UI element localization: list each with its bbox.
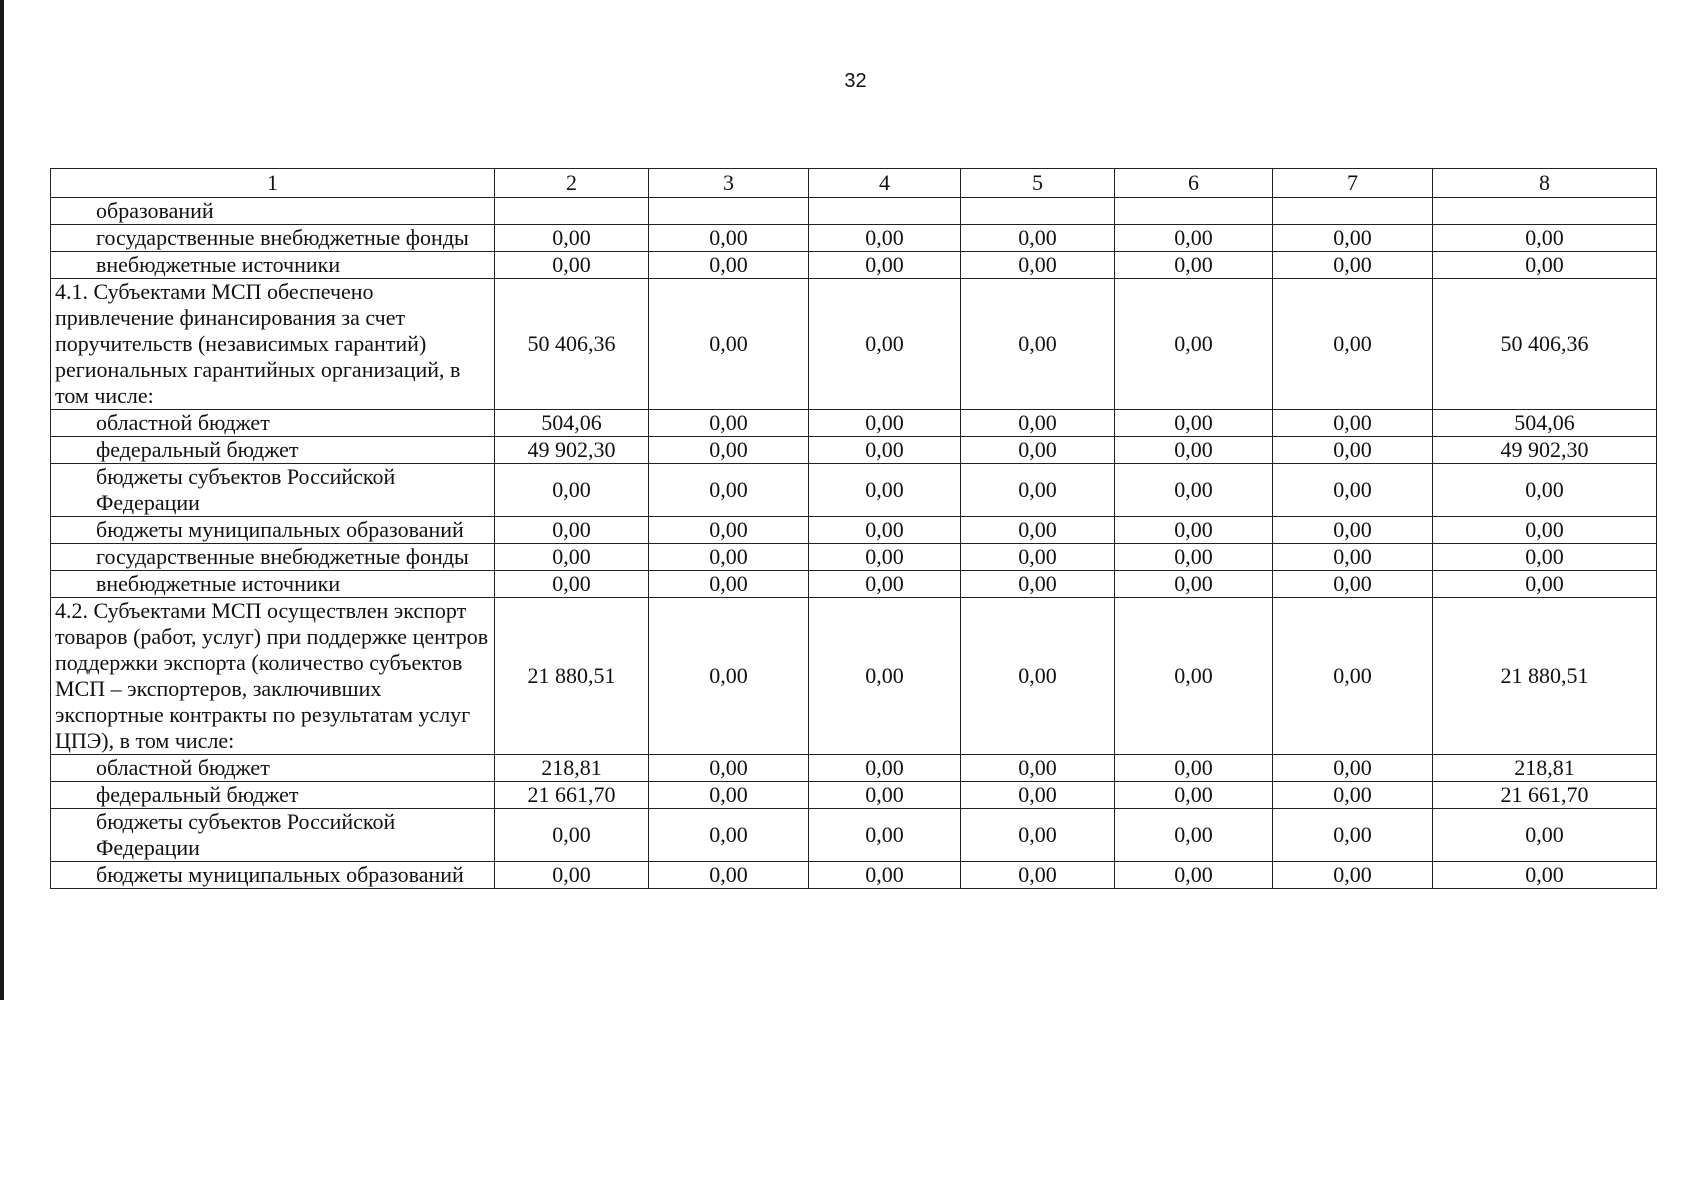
row-label: внебюджетные источники <box>51 571 495 598</box>
value-cell: 0,00 <box>1115 252 1273 279</box>
table-row <box>51 598 1657 755</box>
value-cell: 0,00 <box>1115 598 1273 755</box>
table-row <box>51 517 1657 544</box>
value-cell: 0,00 <box>809 598 961 755</box>
scan-edge-line <box>0 0 4 1000</box>
row-label: государственные внебюджетные фонды <box>51 225 495 252</box>
value-cell: 0,00 <box>1273 279 1433 410</box>
value-cell: 0,00 <box>649 464 809 517</box>
value-cell: 0,00 <box>961 279 1115 410</box>
value-cell: 0,00 <box>961 571 1115 598</box>
value-cell: 0,00 <box>495 544 649 571</box>
value-cell: 49 902,30 <box>1433 437 1657 464</box>
value-cell: 0,00 <box>961 598 1115 755</box>
value-cell: 0,00 <box>809 225 961 252</box>
value-cell: 21 661,70 <box>1433 782 1657 809</box>
value-cell: 0,00 <box>809 437 961 464</box>
row-label: областной бюджет <box>51 755 495 782</box>
value-cell <box>649 198 809 225</box>
value-cell: 0,00 <box>1273 755 1433 782</box>
value-cell: 50 406,36 <box>1433 279 1657 410</box>
value-cell: 0,00 <box>961 252 1115 279</box>
row-label: бюджеты муниципальных образований <box>51 862 495 889</box>
value-cell: 504,06 <box>1433 410 1657 437</box>
table-row <box>51 410 1657 437</box>
value-cell: 0,00 <box>809 782 961 809</box>
row-label: внебюджетные источники <box>51 252 495 279</box>
value-cell: 0,00 <box>495 517 649 544</box>
value-cell: 0,00 <box>961 544 1115 571</box>
value-cell: 0,00 <box>809 517 961 544</box>
value-cell: 0,00 <box>809 862 961 889</box>
value-cell <box>495 198 649 225</box>
value-cell: 0,00 <box>649 437 809 464</box>
value-cell: 0,00 <box>809 809 961 862</box>
row-label: государственные внебюджетные фонды <box>51 544 495 571</box>
value-cell: 0,00 <box>495 571 649 598</box>
table-row <box>51 862 1657 889</box>
value-cell <box>1433 198 1657 225</box>
value-cell: 0,00 <box>1433 809 1657 862</box>
value-cell: 0,00 <box>961 464 1115 517</box>
value-cell: 0,00 <box>1115 464 1273 517</box>
value-cell: 0,00 <box>649 755 809 782</box>
value-cell: 218,81 <box>495 755 649 782</box>
value-cell: 0,00 <box>495 225 649 252</box>
value-cell: 0,00 <box>1433 252 1657 279</box>
value-cell: 0,00 <box>1433 464 1657 517</box>
value-cell <box>809 198 961 225</box>
value-cell: 0,00 <box>1273 544 1433 571</box>
row-label: федеральный бюджет <box>51 437 495 464</box>
value-cell: 0,00 <box>1433 862 1657 889</box>
value-cell: 0,00 <box>1115 755 1273 782</box>
value-cell: 0,00 <box>1273 225 1433 252</box>
table-row <box>51 225 1657 252</box>
table-row <box>51 571 1657 598</box>
budget-table <box>50 168 1657 889</box>
value-cell: 0,00 <box>1115 809 1273 862</box>
value-cell: 0,00 <box>809 410 961 437</box>
value-cell: 0,00 <box>649 782 809 809</box>
value-cell: 0,00 <box>961 782 1115 809</box>
column-header: 7 <box>1273 169 1433 198</box>
value-cell: 0,00 <box>649 862 809 889</box>
value-cell: 0,00 <box>809 464 961 517</box>
table-row <box>51 437 1657 464</box>
value-cell: 0,00 <box>1115 225 1273 252</box>
value-cell: 0,00 <box>1273 437 1433 464</box>
table-row <box>51 755 1657 782</box>
table-row <box>51 198 1657 225</box>
value-cell: 0,00 <box>649 225 809 252</box>
value-cell: 0,00 <box>1273 862 1433 889</box>
value-cell: 0,00 <box>649 252 809 279</box>
value-cell: 0,00 <box>649 571 809 598</box>
table-row <box>51 782 1657 809</box>
value-cell: 0,00 <box>649 544 809 571</box>
value-cell: 0,00 <box>809 571 961 598</box>
table-row <box>51 464 1657 517</box>
value-cell: 0,00 <box>495 252 649 279</box>
row-label: областной бюджет <box>51 410 495 437</box>
value-cell: 0,00 <box>809 544 961 571</box>
value-cell: 0,00 <box>495 862 649 889</box>
row-label: 4.2. Субъектами МСП осуществлен экспорт товаров (работ, услуг) при поддержке центров поддержки экспорта (количество субъектов МСП – экспортеров, заключивших экспортные контракты по результатам услуг ЦПЭ), в том числе: <box>51 598 495 755</box>
value-cell: 0,00 <box>1273 252 1433 279</box>
row-label: бюджеты муниципальных образований <box>51 517 495 544</box>
value-cell: 0,00 <box>1433 544 1657 571</box>
value-cell: 0,00 <box>809 755 961 782</box>
table-row <box>51 252 1657 279</box>
column-header: 3 <box>649 169 809 198</box>
value-cell: 0,00 <box>649 279 809 410</box>
value-cell: 504,06 <box>495 410 649 437</box>
value-cell: 218,81 <box>1433 755 1657 782</box>
value-cell <box>1273 198 1433 225</box>
value-cell: 0,00 <box>649 410 809 437</box>
value-cell: 0,00 <box>961 755 1115 782</box>
row-label: федеральный бюджет <box>51 782 495 809</box>
value-cell: 0,00 <box>1273 517 1433 544</box>
value-cell: 0,00 <box>1273 598 1433 755</box>
value-cell: 0,00 <box>1273 782 1433 809</box>
value-cell: 0,00 <box>809 279 961 410</box>
row-label: бюджеты субъектов Российской Федерации <box>51 809 495 862</box>
value-cell: 0,00 <box>1273 571 1433 598</box>
column-header: 2 <box>495 169 649 198</box>
value-cell: 21 880,51 <box>495 598 649 755</box>
value-cell: 0,00 <box>961 809 1115 862</box>
value-cell: 0,00 <box>649 517 809 544</box>
value-cell: 0,00 <box>961 862 1115 889</box>
value-cell: 0,00 <box>1433 225 1657 252</box>
header-row <box>51 169 1657 198</box>
table-row <box>51 809 1657 862</box>
value-cell: 0,00 <box>961 410 1115 437</box>
column-header: 6 <box>1115 169 1273 198</box>
value-cell <box>961 198 1115 225</box>
value-cell: 0,00 <box>649 598 809 755</box>
value-cell: 0,00 <box>1115 862 1273 889</box>
value-cell: 21 661,70 <box>495 782 649 809</box>
value-cell: 0,00 <box>1115 544 1273 571</box>
value-cell: 0,00 <box>961 437 1115 464</box>
value-cell: 0,00 <box>495 464 649 517</box>
value-cell: 0,00 <box>1273 464 1433 517</box>
column-header: 4 <box>809 169 961 198</box>
row-label: образований <box>51 198 495 225</box>
value-cell: 0,00 <box>1115 782 1273 809</box>
value-cell: 0,00 <box>1273 410 1433 437</box>
value-cell: 0,00 <box>1115 517 1273 544</box>
value-cell: 0,00 <box>1115 571 1273 598</box>
table-row <box>51 544 1657 571</box>
value-cell: 0,00 <box>1433 517 1657 544</box>
value-cell: 0,00 <box>1115 279 1273 410</box>
value-cell: 0,00 <box>809 252 961 279</box>
value-cell: 0,00 <box>961 225 1115 252</box>
value-cell: 0,00 <box>1115 410 1273 437</box>
row-label: 4.1. Субъектами МСП обеспечено привлечение финансирования за счет поручительств (независимых гарантий) региональных гарантийных организаций, в том числе: <box>51 279 495 410</box>
value-cell: 0,00 <box>1433 571 1657 598</box>
column-header: 5 <box>961 169 1115 198</box>
table-row <box>51 279 1657 410</box>
column-header: 1 <box>51 169 495 198</box>
value-cell: 0,00 <box>495 809 649 862</box>
value-cell <box>1115 198 1273 225</box>
value-cell: 0,00 <box>649 809 809 862</box>
value-cell: 0,00 <box>1115 437 1273 464</box>
value-cell: 49 902,30 <box>495 437 649 464</box>
row-label: бюджеты субъектов Российской Федерации <box>51 464 495 517</box>
table-body <box>51 198 1657 889</box>
value-cell: 0,00 <box>961 517 1115 544</box>
value-cell: 50 406,36 <box>495 279 649 410</box>
page-number: 32 <box>844 70 867 92</box>
column-header: 8 <box>1433 169 1657 198</box>
value-cell: 0,00 <box>1273 809 1433 862</box>
value-cell: 21 880,51 <box>1433 598 1657 755</box>
